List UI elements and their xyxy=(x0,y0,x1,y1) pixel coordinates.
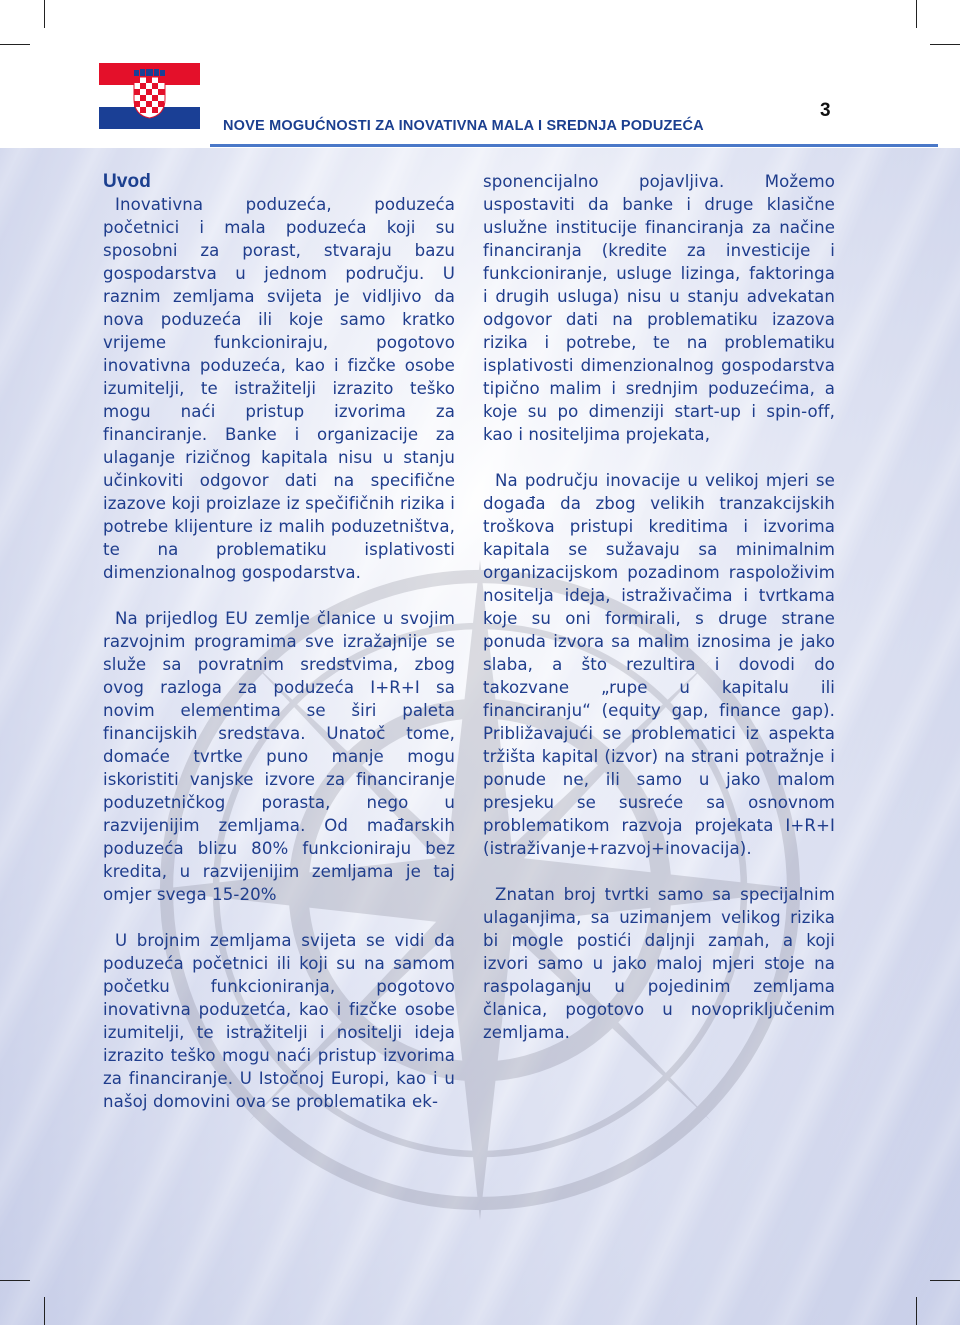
crop-mark xyxy=(0,44,30,45)
crop-mark xyxy=(916,0,917,28)
crop-mark xyxy=(930,44,960,45)
crop-mark xyxy=(44,1297,45,1325)
crop-mark xyxy=(916,1297,917,1325)
paragraph: Na području inovacije u velikoj mjeri se događa da zbog velikih tranzakcijskih troškova pristupi kreditima i izvorima kapitala se sužavaju sa minimalnim organizacijskom pozadinom raspoloživim nositelja ideja, istraživačima i tvrtkama koje su oni formirali, s druge strane ponuda izvora sa malim iznosima je jako slaba, a što rezultira i dovodi do takozvane „rupe u kapitalu ili financiranju“ (equity gap, finance gap). Približavajući se problematici iz aspekta tržišta kapital (izvor) na strani potražnje i ponude ne, ili samo u jako malom presjeku se susreće sa osnovnom problematikom razvoja projekata I+R+I (istraživanje+razvoj+inovacija). xyxy=(483,471,835,858)
paragraph: Na prijedlog EU zemlje članice u svojim razvojnim programima sve izražajnije se služe sa povratnim sredstvima, zbog ovog razloga za poduzeća I+R+I sa novim elementima se širi paleta financijskih sredstava. Unatoč tome, domaće tvrtke puno manje mogu iskoristiti vanjske izvore za financiranje poduzetničkog porasta, nego u razvijenijim zemljama. Od mađarskih poduzeća blizu 80% funkcioniraju bez kredita, u razvijenijim zemljama je taj omjer svega 15-20% xyxy=(103,609,455,904)
left-column xyxy=(103,170,455,1136)
paragraph: Inovativna poduzeća, poduzeća početnici i mala poduzeća koji su sposobni za porast, stvaraju bazu gospodarstva u jednom području. U raznim zemljama svijeta je vidljivo da nova poduzeća ili koje samo kratko vrijeme funkcioniraju, pogotovo inovativna poduzeća, kao i fizčke osobe izumitelji, te istražitelji izrazito teško mogu naći pristup izvorima za financiranje. Banke i organizacije za ulaganje rizičnog kapitala nisu u stanju učinkoviti odgovor dati na specifične izazove koji proizlaze iz spečifičnih rizika i potrebe klijenture iz malih poduzetništva, te na problematiku isplativosti dimenzionalnog gospodarstva. xyxy=(103,195,455,582)
coat-of-arms-icon xyxy=(132,69,167,119)
crop-mark xyxy=(930,1280,960,1281)
croatian-flag xyxy=(99,63,200,129)
section-heading: Uvod xyxy=(103,171,151,192)
page-number: 3 xyxy=(820,100,831,121)
crop-mark xyxy=(0,1280,30,1281)
paragraph: Znatan broj tvrtki samo sa specijalnim ulaganjima, sa uzimanjem velikog rizika bi mogle postići daljnji zamah, a koji izvori samo u jako maloj mjeri stoje na raspolaganju u pojedinim zemljama članica, pogotovo u novopriključenim zemljama. xyxy=(483,885,835,1042)
header-divider xyxy=(210,144,938,147)
page-header-title: NOVE MOGUĆNOSTI ZA INOVATIVNA MALA I SREDNJA PODUZEĆA xyxy=(223,118,704,134)
paragraph: sponencijalno pojavljiva. Možemo uspostaviti da banke i druge klasične uslužne institucije financiranja za načine financiranja (kredite za investicije i funkcioniranje, usluge lizinga, faktoringa i drugih usluga) nisu u stanju advekatan odgovor dati na problematiku izazova rizika i potrebe, te na problematiku isplativosti dimenzionalnog gospodarstva tipično malim i srednjim poduzećima, a koje su po dimenziji start-up i spin-off, kao i nositeljima projekata, xyxy=(483,172,835,444)
right-column xyxy=(483,170,835,1067)
paragraph: U brojnim zemljama svijeta se vidi da poduzeća početnici ili koji su na samom početku funkcioniranja, pogotovo inovativna poduzetća, kao i fizčke osobe izumitelji, te istražitelji i nositelji ideja izrazito teško mogu naći pristup izvorima za financiranje. U Istočnoj Europi, kao i u našoj domovini ova se problematika ek- xyxy=(103,931,455,1111)
crop-mark xyxy=(44,0,45,28)
